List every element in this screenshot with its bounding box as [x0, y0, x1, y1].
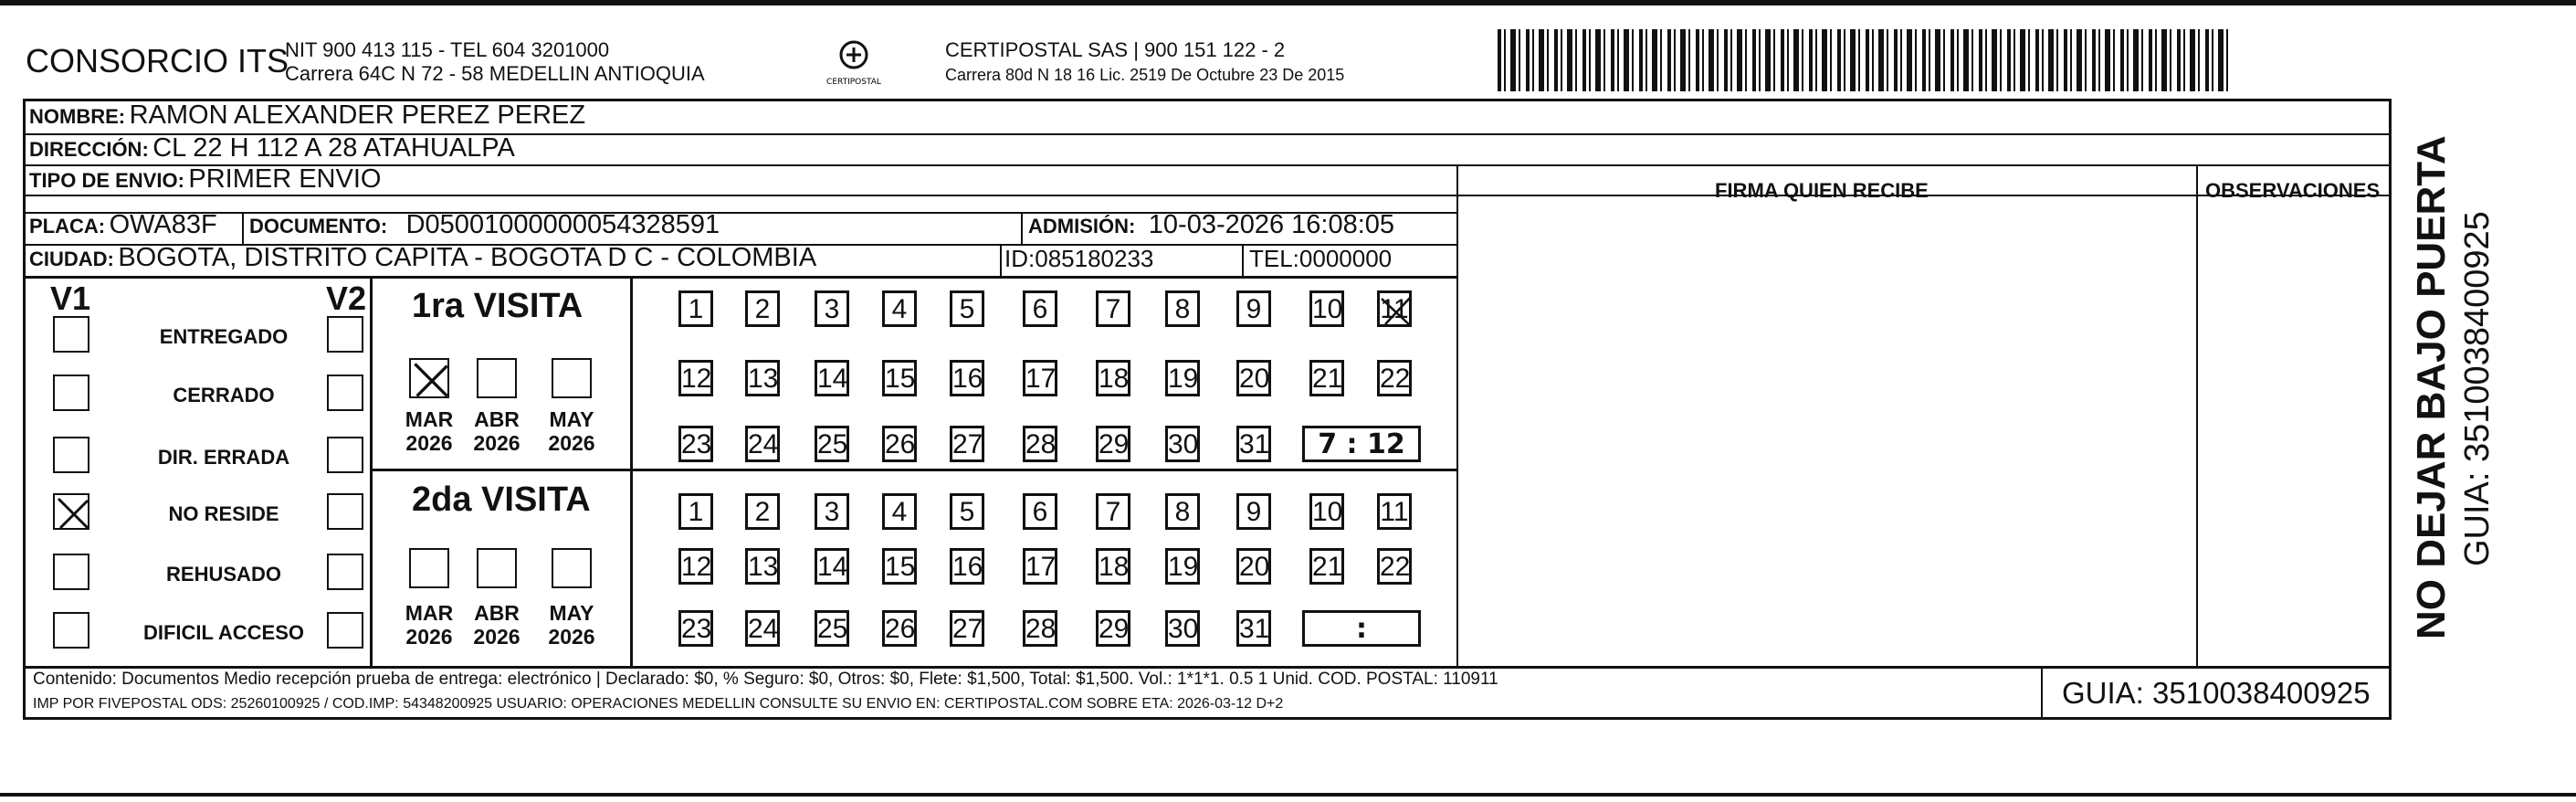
v2-checkbox[interactable]	[327, 375, 363, 411]
tipo-label: TIPO DE ENVIO:	[29, 169, 184, 192]
day-box-20[interactable]: 20	[1236, 360, 1271, 396]
month-checkbox-mar[interactable]	[409, 358, 449, 398]
v1-checkbox[interactable]	[53, 375, 89, 411]
day-box-2[interactable]: 2	[745, 493, 780, 530]
v2-checkbox[interactable]	[327, 554, 363, 590]
tipo-value: PRIMER ENVIO	[188, 164, 382, 194]
day-box-10[interactable]: 10	[1309, 493, 1344, 530]
day-box-3[interactable]: 3	[815, 493, 849, 530]
company-address: Carrera 64C N 72 - 58 MEDELLIN ANTIOQUIA	[285, 62, 705, 85]
day-box-7[interactable]: 7	[1096, 290, 1130, 327]
month-label: ABR 2026	[473, 601, 520, 649]
id-label: ID:	[1004, 245, 1036, 272]
time-field[interactable]: 7 : 12	[1302, 426, 1421, 462]
nombre-row	[29, 100, 585, 131]
barcode	[1498, 29, 2228, 91]
month-checkbox-abr[interactable]	[477, 548, 517, 588]
observaciones-header: OBSERVACIONES	[2205, 179, 2381, 202]
nombre-label: NOMBRE:	[29, 105, 126, 128]
day-box-28[interactable]: 28	[1023, 426, 1057, 462]
month-checkbox-abr[interactable]	[477, 358, 517, 398]
day-box-1[interactable]: 1	[678, 290, 713, 327]
day-box-23[interactable]: 23	[678, 426, 713, 462]
day-box-14[interactable]: 14	[815, 548, 849, 585]
v1-checkbox[interactable]	[53, 612, 89, 649]
month-checkbox-may[interactable]	[552, 358, 592, 398]
v2-header: V2	[326, 280, 367, 317]
carrier-name: CERTIPOSTAL SAS | 900 151 122 - 2	[945, 38, 1286, 61]
admision-row	[1028, 210, 1394, 240]
v2-checkbox[interactable]	[327, 316, 363, 353]
placa-row	[29, 210, 217, 240]
day-box-24[interactable]: 24	[745, 426, 780, 462]
day-box-14[interactable]: 14	[815, 360, 849, 396]
svg-text:CERTIPOSTAL: CERTIPOSTAL	[826, 78, 881, 87]
day-box-26[interactable]: 26	[882, 426, 917, 462]
day-box-2[interactable]: 2	[745, 290, 780, 327]
day-box-17[interactable]: 17	[1023, 548, 1057, 585]
day-box-22[interactable]: 22	[1377, 548, 1412, 585]
day-box-5[interactable]: 5	[950, 493, 984, 530]
day-box-28[interactable]: 28	[1023, 610, 1057, 647]
footer-content-line: Contenido: Documentos Medio recepción prueba de entrega: electrónico | Declarado: $0, % Seguro: $0, Otros: $0, Flete: $1,500, Total: $1,500. Vol.: 1*1*1. 0.5 1 Unid. COD. POSTAL: 110911	[33, 670, 1498, 689]
status-option-label: DIFICIL ACCESO	[142, 621, 304, 644]
footer-guia: GUIA: 3510038400925	[2062, 676, 2371, 710]
status-option-label: CERRADO	[173, 384, 275, 406]
day-box-29[interactable]: 29	[1096, 426, 1130, 462]
tel-label: TEL:	[1249, 245, 1299, 272]
day-box-1[interactable]: 1	[678, 493, 713, 530]
month-checkbox-may[interactable]	[552, 548, 592, 588]
v1-checkbox[interactable]	[53, 437, 89, 473]
day-box-5[interactable]: 5	[950, 290, 984, 327]
day-box-8[interactable]: 8	[1165, 290, 1200, 327]
day-box-13[interactable]: 13	[745, 360, 780, 396]
day-box-25[interactable]: 25	[815, 610, 849, 647]
side-warning: NO DEJAR BAJO PUERTA	[2409, 135, 2454, 639]
day-box-18[interactable]: 18	[1096, 360, 1130, 396]
month-label: MAR 2026	[405, 601, 454, 649]
v1-checkbox[interactable]	[53, 316, 89, 353]
day-box-25[interactable]: 25	[815, 426, 849, 462]
day-box-6[interactable]: 6	[1023, 290, 1057, 327]
admision-value: 10-03-2026 16:08:05	[1148, 210, 1395, 239]
day-box-7[interactable]: 7	[1096, 493, 1130, 530]
v2-checkbox[interactable]	[327, 493, 363, 530]
month-checkbox-mar[interactable]	[409, 548, 449, 588]
day-box-16[interactable]: 16	[950, 360, 984, 396]
day-box-6[interactable]: 6	[1023, 493, 1057, 530]
day-box-11[interactable]: 11	[1377, 493, 1412, 530]
day-box-18[interactable]: 18	[1096, 548, 1130, 585]
v1-checkbox[interactable]	[53, 493, 89, 530]
day-box-27[interactable]: 27	[950, 426, 984, 462]
id-row	[1004, 245, 1153, 273]
day-box-23[interactable]: 23	[678, 610, 713, 647]
time-field[interactable]: :	[1302, 610, 1421, 647]
day-box-21[interactable]: 21	[1309, 548, 1344, 585]
day-box-15[interactable]: 15	[882, 548, 917, 585]
company-nit: NIT 900 413 115 - TEL 604 3201000	[285, 38, 610, 61]
day-box-3[interactable]: 3	[815, 290, 849, 327]
day-box-9[interactable]: 9	[1236, 493, 1271, 530]
v1-header: V1	[50, 280, 91, 317]
bottom-border	[0, 793, 2576, 797]
month-label: MAR 2026	[405, 407, 454, 455]
v1-checkbox[interactable]	[53, 554, 89, 590]
day-box-4[interactable]: 4	[882, 290, 917, 327]
certipostal-logo	[826, 37, 881, 91]
direccion-label: DIRECCIÓN:	[29, 138, 149, 161]
day-box-20[interactable]: 20	[1236, 548, 1271, 585]
day-box-21[interactable]: 21	[1309, 360, 1344, 396]
company-name: CONSORCIO ITS	[26, 42, 289, 79]
side-guia: GUIA: 3510038400925	[2458, 211, 2497, 566]
day-box-16[interactable]: 16	[950, 548, 984, 585]
day-box-31[interactable]: 31	[1236, 610, 1271, 647]
footer-print-line: IMP POR FIVEPOSTAL ODS: 25260100925 / COD.IMP: 54348200925 USUARIO: OPERACIONES MEDELLIN CONSULTE SU ENVIO EN: CERTIPOSTAL.COM SOBRE ETA: 2026-03-12 D+2	[33, 696, 1284, 712]
day-box-4[interactable]: 4	[882, 493, 917, 530]
day-box-12[interactable]: 12	[678, 360, 713, 396]
day-box-22[interactable]: 22	[1377, 360, 1412, 396]
ciudad-value: BOGOTA, DISTRITO CAPITA - BOGOTA D C - COLOMBIA	[118, 243, 817, 272]
day-box-30[interactable]: 30	[1165, 610, 1200, 647]
month-label: MAY 2026	[548, 407, 595, 455]
day-box-11[interactable]: 11	[1377, 290, 1412, 327]
placa-label: PLACA:	[29, 215, 106, 237]
day-box-31[interactable]: 31	[1236, 426, 1271, 462]
day-box-30[interactable]: 30	[1165, 426, 1200, 462]
firma-header: FIRMA QUIEN RECIBE	[1715, 179, 1929, 202]
admision-label: ADMISIÓN:	[1028, 215, 1136, 237]
day-box-29[interactable]: 29	[1096, 610, 1130, 647]
tel-value: 0000000	[1299, 245, 1393, 272]
placa-value: OWA83F	[109, 210, 217, 239]
ciudad-label: CIUDAD:	[29, 248, 114, 270]
direccion-row	[29, 133, 515, 164]
v2-checkbox[interactable]	[327, 612, 363, 649]
day-box-13[interactable]: 13	[745, 548, 780, 585]
documento-label: DOCUMENTO:	[249, 215, 388, 237]
day-box-27[interactable]: 27	[950, 610, 984, 647]
documento-row	[249, 210, 720, 240]
day-box-19[interactable]: 19	[1165, 548, 1200, 585]
day-box-10[interactable]: 10	[1309, 290, 1344, 327]
first-visit-title: 1ra VISITA	[412, 287, 584, 325]
tel-row	[1249, 245, 1392, 273]
tipo-row	[29, 164, 381, 195]
day-box-9[interactable]: 9	[1236, 290, 1271, 327]
documento-value: D05001000000054328591	[405, 210, 720, 239]
v2-checkbox[interactable]	[327, 437, 363, 473]
direccion-value: CL 22 H 112 A 28 ATAHUALPA	[152, 133, 515, 163]
second-visit-title: 2da VISITA	[412, 480, 591, 519]
month-label: MAY 2026	[548, 601, 595, 649]
month-label: ABR 2026	[473, 407, 520, 455]
status-option-label: REHUSADO	[166, 563, 281, 586]
top-border	[0, 0, 2576, 5]
day-box-26[interactable]: 26	[882, 610, 917, 647]
status-option-label: ENTREGADO	[159, 325, 289, 348]
day-box-19[interactable]: 19	[1165, 360, 1200, 396]
status-option-label: NO RESIDE	[168, 502, 279, 525]
day-box-8[interactable]: 8	[1165, 493, 1200, 530]
id-value: 085180233	[1035, 245, 1154, 272]
day-box-17[interactable]: 17	[1023, 360, 1057, 396]
status-option-label: DIR. ERRADA	[157, 446, 290, 469]
ciudad-row	[29, 243, 816, 273]
day-box-24[interactable]: 24	[745, 610, 780, 647]
nombre-value: RAMON ALEXANDER PEREZ PEREZ	[129, 100, 586, 130]
carrier-address: Carrera 80d N 18 16 Lic. 2519 De Octubre 23 De 2015	[945, 66, 1345, 84]
day-box-12[interactable]: 12	[678, 548, 713, 585]
day-box-15[interactable]: 15	[882, 360, 917, 396]
